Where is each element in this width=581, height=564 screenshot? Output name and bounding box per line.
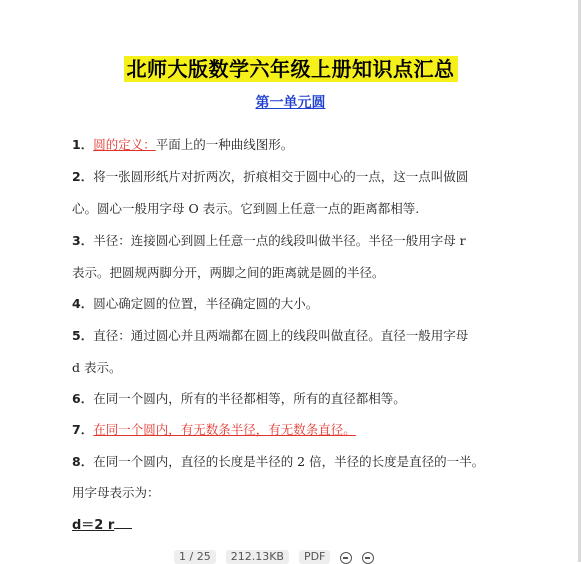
- item-2-line-2: 心。圆心一般用字母 O 表示。它到圆上任意一点的距离都相等.: [72, 201, 420, 216]
- item-2-line-1: 2．将一张圆形纸片对折两次，折痕相交于圆中心的一点，这一点叫做圆: [72, 169, 469, 184]
- item-7: 7．在同一个圆内，有无数条半径，有无数条直径。: [72, 422, 356, 437]
- formula-underline: [114, 516, 132, 529]
- definition-label: 圆的定义：: [93, 137, 156, 152]
- zoom-in-icon[interactable]: [362, 552, 374, 564]
- title-block: [0, 56, 581, 82]
- item-8-line-2: 用字母表示为：: [72, 485, 160, 500]
- page-indicator[interactable]: 1 / 25: [174, 550, 216, 564]
- file-format: PDF: [299, 550, 330, 564]
- item-8-line-1: 8．在同一个圆内，直径的长度是半径的 2 倍，半径的长度是直径的一半。: [72, 454, 485, 469]
- item-3-line-2: 表示。把圆规两脚分开，两脚之间的距离就是圆的半径。: [72, 265, 385, 280]
- item-3-line-1: 3．半径：连接圆心到圆上任意一点的线段叫做半径。半径一般用字母 r: [72, 233, 466, 248]
- zoom-out-icon[interactable]: [340, 552, 352, 564]
- item-5-line-1: 5．直径：通过圆心并且两端都在圆上的线段叫做直径。直径一般用字母: [72, 328, 469, 343]
- item-4: 4．圆心确定圆的位置，半径确定圆的大小。: [72, 296, 319, 311]
- file-size: 212.13KB: [226, 550, 289, 564]
- item-6: 6．在同一个圆内，所有的半径都相等，所有的直径都相等。: [72, 391, 406, 406]
- formula-text: d＝2 r: [72, 518, 115, 533]
- item-5-line-2: d 表示。: [72, 360, 122, 375]
- highlighted-statement: 在同一个圆内，有无数条半径，有无数条直径。: [93, 422, 356, 437]
- item-1: 1．圆的定义：平面上的一种曲线图形。: [72, 137, 294, 152]
- section-heading: 第一单元圆: [255, 95, 326, 111]
- formula: [72, 514, 132, 533]
- document-title: 北师大版数学六年级上册知识点汇总: [124, 56, 458, 82]
